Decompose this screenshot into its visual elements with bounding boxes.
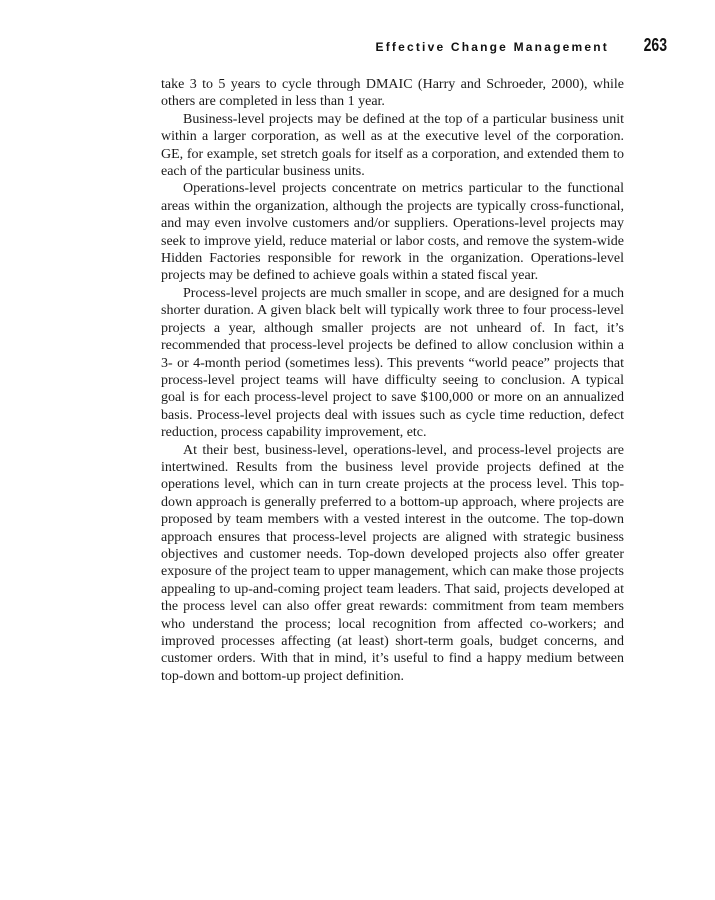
paragraph-continued: take 3 to 5 years to cycle through DMAIC (Harry and Schroeder, 2000), while others are completed in less than 1 year. [161,77,624,110]
running-title: Effective Change Management [375,40,609,54]
body-text [161,76,624,685]
paragraph-business-level: Business-level projects may be defined at the top of a particular business unit within a larger corporation, as well as at the executive level of the corporation. GE, for example, set stretch goals for itself as a corporation, and extended them to each of the particular business units. [161,111,624,180]
page-number: 263 [643,35,667,55]
paragraph-intertwined-projects: At their best, business-level, operations-level, and process-level projects are intertwined. Results from the business level provide projects defined at the operations level, which can in turn create projects at the process level. This top-down approach is generally preferred to a bottom-up approach, where projects are proposed by team members with a vested interest in the outcome. The top-down approach ensures that process-level projects are aligned with strategic business objectives and customer needs. Top-down developed projects also offer greater exposure of the project team to upper management, which can make those projects appealing to up-and-coming project team leaders. That said, projects developed at the process level can also offer great rewards: commitment from team members who understand the process; local recognition from affected co-workers; and improved processes affecting (at least) short-term goals, budget concerns, and customer orders. With that in mind, it’s useful to find a happy medium between top-down and bottom-up project definition. [161,442,624,684]
paragraph-process-level: Process-level projects are much smaller in scope, and are designed for a much shorter duration. A given black belt will typically work three to four process-level projects a year, although smaller projects are not unheard of. In fact, it’s recommended that process-level projects be defined to allow conclusion within a 3- or 4-month period (sometimes less). This prevents “world peace” projects that process-level project teams will have difficulty seeing to conclusion. A typical goal is for each process-level project to save $100,000 or more on an annualized basis. Process-level projects deal with issues such as cycle time reduction, defect reduction, process capability improvement, etc. [161,285,624,441]
paragraph-operations-level: Operations-level projects concentrate on metrics particular to the functional areas within the organization, although the projects are typically cross-functional, and may even involve customers and/or suppliers. Operations-level projects may seek to improve yield, reduce material or labor costs, and remove the system-wide Hidden Factories responsible for rework in the organization. Operations-level projects may be defined to achieve goals within a stated fiscal year. [161,181,624,284]
running-head [376,35,668,56]
